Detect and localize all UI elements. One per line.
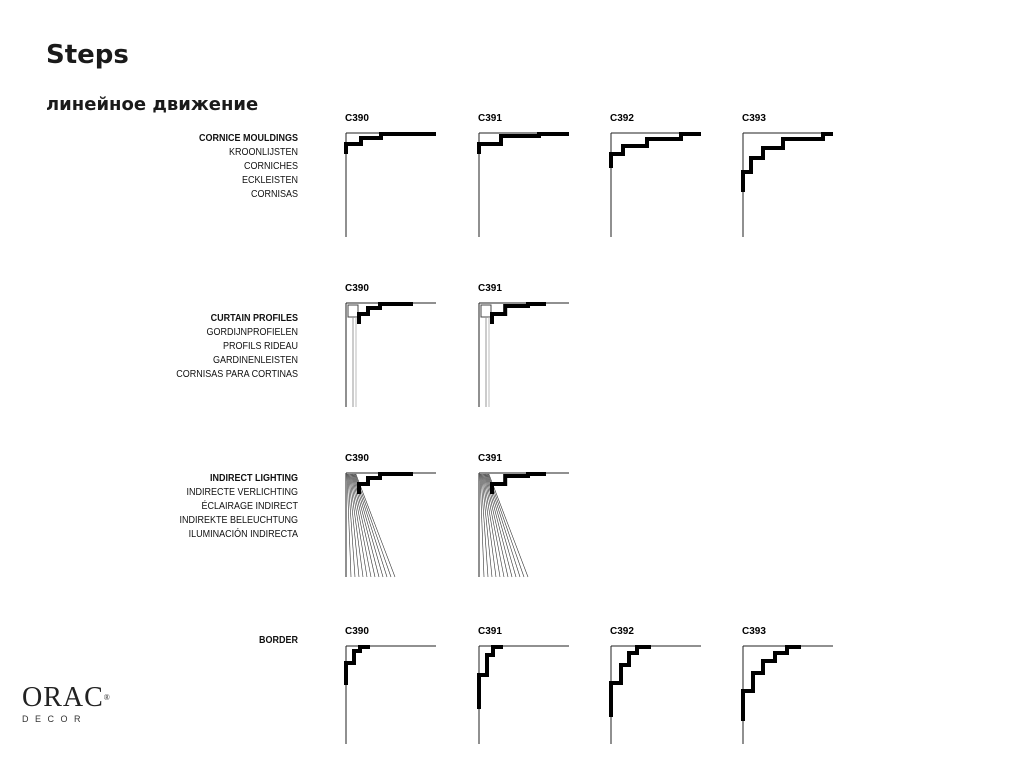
profile-code: C390 bbox=[345, 113, 369, 124]
moulding-profile bbox=[479, 134, 569, 154]
section-labels-lighting bbox=[120, 472, 298, 542]
section-label: CORNICHES bbox=[243, 161, 298, 172]
light-ray bbox=[353, 474, 379, 577]
page-title: Steps bbox=[46, 40, 129, 70]
profile-c392-cornice bbox=[610, 113, 710, 253]
section-label: CORNISAS bbox=[250, 189, 298, 200]
light-ray bbox=[356, 474, 395, 577]
section-labels-border bbox=[120, 634, 298, 648]
logo-brand: ORAC bbox=[22, 682, 104, 713]
profile-drawing bbox=[610, 644, 702, 748]
section-label: CORNICE MOULDINGS bbox=[199, 133, 298, 144]
light-ray bbox=[485, 474, 508, 577]
profile-drawing bbox=[742, 131, 834, 243]
profile-code: C392 bbox=[610, 113, 634, 124]
moulding-profile bbox=[743, 134, 833, 192]
section-label: GARDINENLEISTEN bbox=[212, 355, 298, 366]
profile-c390-lighting bbox=[345, 453, 445, 593]
profile-code: C391 bbox=[478, 283, 502, 294]
section-label: INDIRECTE VERLICHTING bbox=[186, 487, 298, 498]
light-ray bbox=[486, 474, 512, 577]
light-ray bbox=[489, 474, 528, 577]
profile-drawing bbox=[478, 301, 570, 413]
profile-c392-border bbox=[610, 626, 710, 766]
curtain-rail bbox=[481, 305, 491, 317]
moulding-profile bbox=[492, 304, 546, 324]
section-label: ECKLEISTEN bbox=[241, 175, 298, 186]
section-label: INDIREKTE BELEUCHTUNG bbox=[179, 515, 298, 526]
section-labels-cornice bbox=[120, 132, 298, 202]
profile-drawing bbox=[345, 301, 437, 413]
section-label: GORDIJNPROFIELEN bbox=[206, 327, 298, 338]
moulding-profile bbox=[611, 134, 701, 168]
moulding-profile bbox=[346, 647, 370, 685]
profile-code: C390 bbox=[345, 283, 369, 294]
orac-decor-logo bbox=[22, 682, 111, 724]
section-label: ÉCLAIRAGE INDIRECT bbox=[201, 501, 298, 512]
light-ray bbox=[352, 474, 375, 577]
moulding-profile bbox=[743, 647, 801, 721]
page-subtitle: линейное движение bbox=[46, 94, 259, 115]
profile-c391-lighting bbox=[478, 453, 578, 593]
profile-drawing bbox=[345, 471, 437, 583]
profile-code: C393 bbox=[742, 626, 766, 637]
section-label: PROFILS RIDEAU bbox=[222, 341, 298, 352]
registered-mark: ® bbox=[103, 693, 111, 702]
profile-drawing bbox=[345, 644, 437, 748]
section-label: INDIRECT LIGHTING bbox=[209, 473, 298, 484]
profile-code: C391 bbox=[478, 113, 502, 124]
profile-c391-cornice bbox=[478, 113, 578, 253]
profile-drawing bbox=[610, 131, 702, 243]
profile-code: C390 bbox=[345, 453, 369, 464]
moulding-profile bbox=[359, 304, 413, 324]
profile-drawing bbox=[345, 131, 437, 243]
profile-drawing bbox=[478, 471, 570, 583]
moulding-profile bbox=[359, 474, 413, 494]
profile-drawing bbox=[742, 644, 834, 748]
section-label: CURTAIN PROFILES bbox=[210, 313, 298, 324]
curtain-rail bbox=[348, 305, 358, 317]
profile-drawing bbox=[478, 644, 570, 748]
profile-c390-border bbox=[345, 626, 445, 766]
profile-code: C392 bbox=[610, 626, 634, 637]
profile-c390-cornice bbox=[345, 113, 445, 253]
section-label: BORDER bbox=[258, 635, 298, 646]
profile-c393-cornice bbox=[742, 113, 842, 253]
section-labels-curtain bbox=[120, 312, 298, 382]
profile-c393-border bbox=[742, 626, 842, 766]
profile-c391-border bbox=[478, 626, 578, 766]
section-label: KROONLIJSTEN bbox=[228, 147, 298, 158]
moulding-profile bbox=[479, 647, 503, 709]
moulding-profile bbox=[611, 647, 651, 717]
profile-code: C390 bbox=[345, 626, 369, 637]
profile-code: C391 bbox=[478, 626, 502, 637]
profile-code: C393 bbox=[742, 113, 766, 124]
profile-drawing bbox=[478, 131, 570, 243]
profile-code: C391 bbox=[478, 453, 502, 464]
section-label: ILUMINACIÓN INDIRECTA bbox=[188, 529, 298, 540]
profile-c390-curtain bbox=[345, 283, 445, 423]
moulding-profile bbox=[346, 134, 436, 154]
profile-c391-curtain bbox=[478, 283, 578, 423]
section-label: CORNISAS PARA CORTINAS bbox=[176, 369, 298, 380]
logo-sub: DECOR bbox=[22, 714, 88, 724]
moulding-profile bbox=[492, 474, 546, 494]
